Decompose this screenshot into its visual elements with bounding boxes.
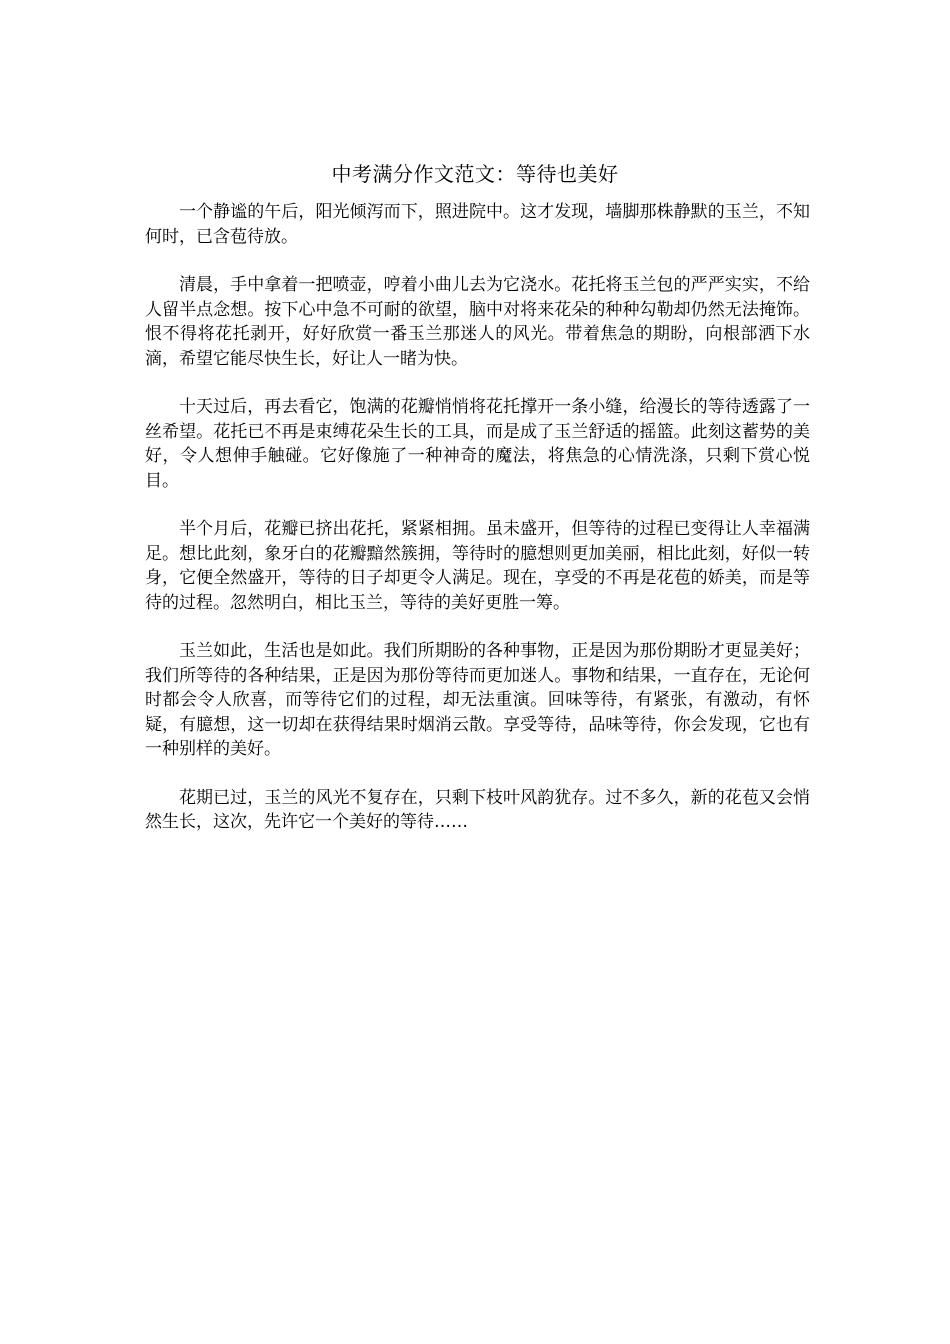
paragraph-2: 清晨，手中拿着一把喷壶，哼着小曲儿去为它浇水。花托将玉兰包的严严实实，不给人留半点念想。按下心中急不可耐的欲望，脑中对将来花朵的种种勾勒却仍然无法掩饰。恨不得将花托剥开，好好欣赏一番玉兰那迷人的风光。带着焦急的期盼，向根部洒下水滴，希望它能尽快生长，好让人一睹为快。 — [145, 275, 810, 369]
document-body — [145, 200, 810, 859]
paragraph-6: 花期已过，玉兰的风光不复存在，只剩下枝叶风韵犹存。过不多久，新的花苞又会悄然生长，这次，先许它一个美好的等待…… — [145, 787, 810, 832]
document-title: 中考满分作文范文：等待也美好 — [331, 162, 619, 186]
paragraph-1: 一个静谧的午后，阳光倾泻而下，照进院中。这才发现，墙脚那株静默的玉兰，不知何时，已含苞待放。 — [145, 202, 810, 247]
paragraph-3: 十天过后，再去看它，饱满的花瓣悄悄将花托撑开一条小缝，给漫长的等待透露了一丝希望。花托已不再是束缚花朵生长的工具，而是成了玉兰舒适的摇篮。此刻这蓄势的美好，令人想伸手触碰。它好像施了一种神奇的魔法，将焦急的心情洗涤，只剩下赏心悦目。 — [145, 397, 810, 491]
paragraph-4: 半个月后，花瓣已挤出花托，紧紧相拥。虽未盛开，但等待的过程已变得让人幸福满足。想比此刻，象牙白的花瓣黯然簇拥，等待时的臆想则更加美丽，相比此刻，好似一转身，它便全然盛开，等待的日子却更令人满足。现在，享受的不再是花苞的娇美，而是等待的过程。忽然明白，相比玉兰，等待的美好更胜一筹。 — [145, 519, 810, 613]
paragraph-5: 玉兰如此，生活也是如此。我们所期盼的各种事物，正是因为那份期盼才更显美好；我们所等待的各种结果，正是因为那份等待而更加迷人。事物和结果，一直存在，无论何时都会令人欣喜，而等待它们的过程，却无法重演。回味等待，有紧张，有激动，有怀疑，有臆想，这一切却在获得结果时烟消云散。享受等待，品味等待，你会发现，它也有一种别样的美好。 — [145, 641, 810, 759]
